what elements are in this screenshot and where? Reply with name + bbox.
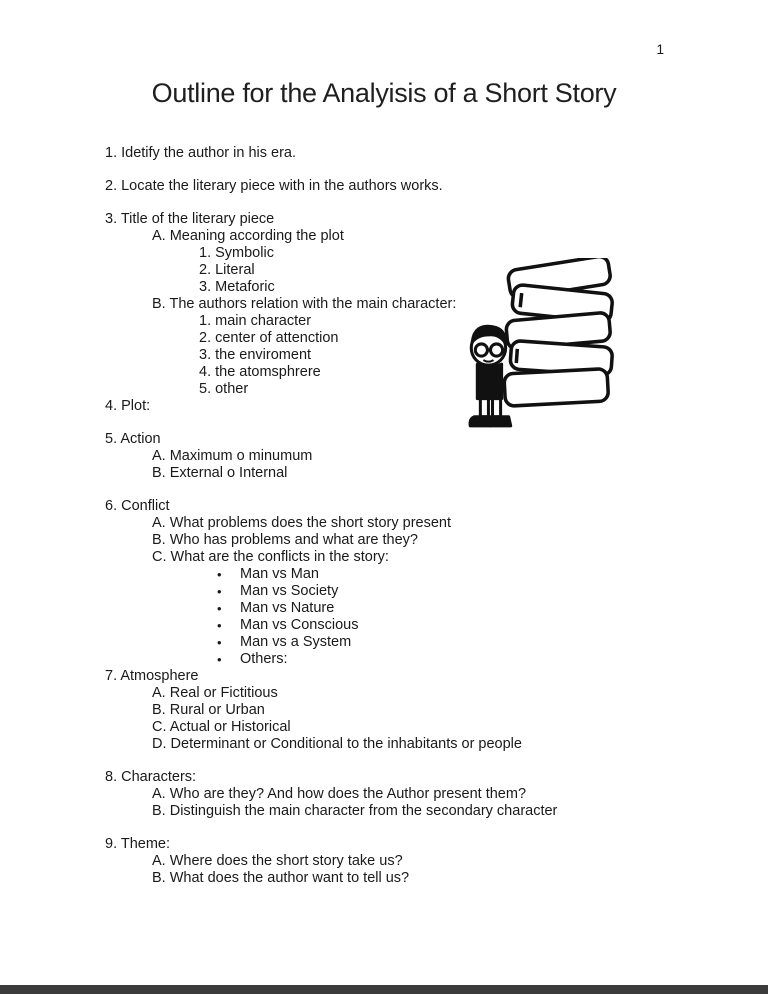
outline-bullet-item (105, 651, 768, 668)
outline-item: A. Meaning according the plot (152, 228, 344, 244)
bullet-label: Man vs Conscious (240, 617, 359, 633)
bullet-label: Others: (240, 651, 288, 667)
outline-item: B. The authors relation with the main character: (152, 296, 457, 312)
outline-item: 5. Action (105, 431, 161, 447)
outline-item: B. Who has problems and what are they? (152, 532, 418, 548)
page-number: 1 (656, 42, 664, 57)
outline-bullet-item (105, 634, 768, 651)
outline-item: 2. Locate the literary piece with in the authors works. (105, 178, 443, 194)
outline-bullet-item (105, 600, 768, 617)
bullet-icon: • (217, 567, 222, 582)
outline-item: A. Maximum o minumum (152, 448, 313, 464)
outline-bullet-item (105, 617, 768, 634)
outline-item: 6. Conflict (105, 498, 170, 514)
bullet-icon: • (217, 652, 222, 667)
outline-item: 3. Title of the literary piece (105, 211, 275, 227)
outline-item: 4. Plot: (105, 398, 151, 414)
outline-bullet-item (105, 566, 768, 583)
outline-item: 2. center of attenction (199, 330, 339, 346)
outline (105, 145, 768, 887)
bullet-icon: • (217, 635, 222, 650)
bullet-label: Man vs a System (240, 634, 352, 650)
outline-item: 3. Metaforic (199, 279, 275, 295)
boy-carrying-books-clipart (450, 258, 622, 442)
outline-item: 3. the enviroment (199, 347, 312, 363)
outline-item: D. Determinant or Conditional to the inhabitants or people (152, 736, 522, 752)
outline-item: A. Where does the short story take us? (152, 853, 403, 869)
outline-item: 2. Literal (199, 262, 255, 278)
bullet-icon: • (217, 618, 222, 633)
outline-item: 7. Atmosphere (105, 668, 199, 684)
bullet-label: Man vs Man (240, 566, 319, 582)
outline-item: C. What are the conflicts in the story: (152, 549, 389, 565)
outline-item: C. Actual or Historical (152, 719, 291, 735)
outline-item: A. Real or Fictitious (152, 685, 278, 701)
outline-item: 5. other (199, 381, 249, 397)
outline-item: 1. Idetify the author in his era. (105, 145, 297, 161)
outline-item: 1. Symbolic (199, 245, 274, 261)
outline-item: B. What does the author want to tell us? (152, 870, 410, 886)
footer-bar (0, 985, 768, 994)
outline-item: B. Distinguish the main character from the secondary character (152, 803, 558, 819)
bullet-label: Man vs Society (240, 583, 339, 599)
page-title: Outline for the Analyisis of a Short Story (151, 78, 617, 108)
outline-item: B. External o Internal (152, 465, 288, 481)
bullet-icon: • (217, 601, 222, 616)
bullet-label: Man vs Nature (240, 600, 335, 616)
outline-item: A. What problems does the short story present (152, 515, 451, 531)
outline-item: A. Who are they? And how does the Author present them? (152, 786, 527, 802)
outline-item: B. Rural or Urban (152, 702, 265, 718)
outline-item: 9. Theme: (105, 836, 171, 852)
bullet-icon: • (217, 584, 222, 599)
outline-item: 1. main character (199, 313, 312, 329)
outline-item: 8. Characters: (105, 769, 197, 785)
outline-bullet-item (105, 583, 768, 600)
outline-item: 4. the atomsphrere (199, 364, 321, 380)
